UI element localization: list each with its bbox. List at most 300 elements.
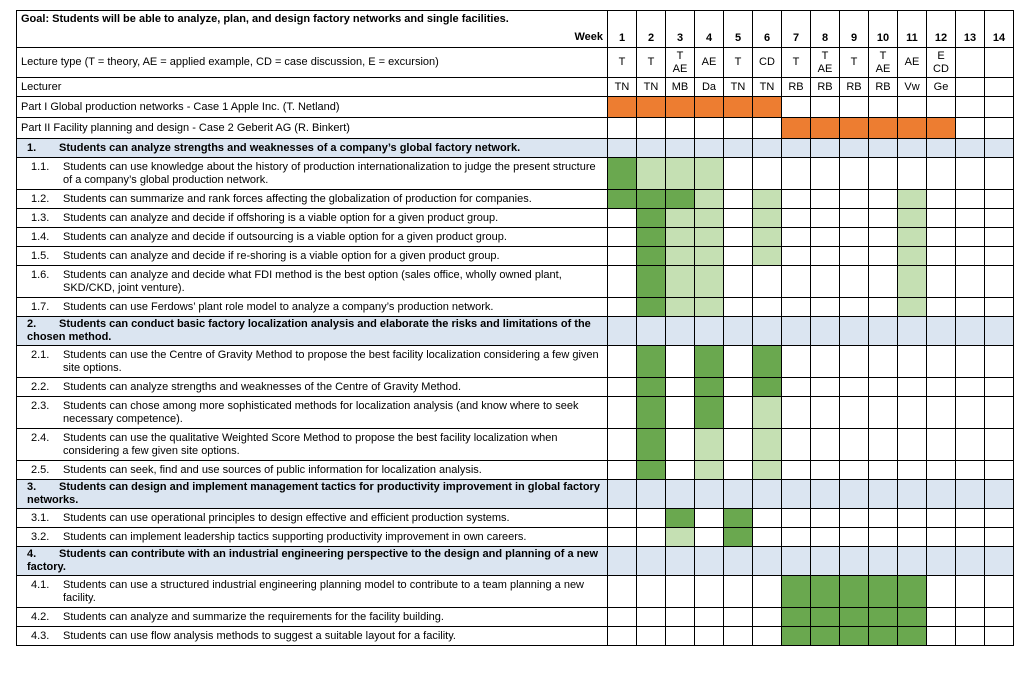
section-text: Students can contribute with an industrial engineering perspective to the design and planning of a new factory. (27, 548, 599, 573)
objective-content (21, 381, 603, 394)
objective-row (17, 608, 1014, 627)
section-week-cell (637, 547, 666, 576)
lecture-type-value: T (850, 56, 858, 68)
coverage-cell (608, 209, 637, 228)
coverage-cell (724, 528, 753, 547)
section-title (17, 317, 608, 346)
coverage-cell (898, 158, 927, 190)
objective-content (21, 193, 603, 206)
coverage-cell (985, 378, 1014, 397)
lecturer-cell: MB (666, 78, 695, 97)
coverage-cell (869, 461, 898, 480)
objective-cell (17, 509, 608, 528)
coverage-cell (637, 190, 666, 209)
objective-text: Students can analyze and decide if re-shoring is a viable option for a given product group. (63, 249, 500, 262)
part1-week-cell (956, 97, 985, 118)
lecture-type-cell (637, 48, 666, 78)
coverage-cell (840, 266, 869, 298)
coverage-cell (753, 378, 782, 397)
section-row (17, 317, 1014, 346)
objective-cell (17, 397, 608, 429)
coverage-cell (666, 378, 695, 397)
objective-row (17, 461, 1014, 480)
part1-week-cell (985, 97, 1014, 118)
coverage-cell (782, 397, 811, 429)
coverage-cell (782, 378, 811, 397)
week-number: 1 (608, 11, 637, 48)
lecture-type-cell (869, 48, 898, 78)
section-title (17, 139, 608, 158)
objective-number: 2.4. (31, 431, 50, 444)
lecture-type-value: T (647, 56, 655, 68)
section-week-cell (869, 317, 898, 346)
section-week-cell (927, 317, 956, 346)
objective-content (21, 161, 603, 187)
coverage-cell (695, 461, 724, 480)
section-title (17, 547, 608, 576)
section-text: Students can analyze strengths and weaknesses of a company’s global factory network. (59, 141, 521, 154)
coverage-cell (782, 209, 811, 228)
objective-cell (17, 346, 608, 378)
coverage-cell (869, 528, 898, 547)
objective-row (17, 528, 1014, 547)
coverage-cell (695, 228, 724, 247)
coverage-cell (985, 397, 1014, 429)
objective-number: 1.4. (31, 230, 50, 243)
lecture-type-value: T (734, 56, 742, 68)
section-week-cell (608, 547, 637, 576)
section-number: 3. (27, 481, 37, 493)
week-number: 6 (753, 11, 782, 48)
objective-number: 1.1. (31, 160, 50, 173)
part1-week-cell (753, 97, 782, 118)
coverage-cell (666, 397, 695, 429)
week-number: 2 (637, 11, 666, 48)
section-week-cell (724, 480, 753, 509)
part2-label: Part II Facility planning and design - Case 2 Geberit AG (R. Binkert) (17, 118, 608, 139)
section-week-cell (956, 547, 985, 576)
section-week-cell (898, 480, 927, 509)
coverage-cell (695, 608, 724, 627)
section-week-cell (637, 317, 666, 346)
objective-row (17, 509, 1014, 528)
coverage-cell (695, 397, 724, 429)
coverage-cell (753, 190, 782, 209)
lecture-type-value: T (676, 49, 684, 62)
objective-cell (17, 378, 608, 397)
section-week-cell (753, 547, 782, 576)
lecturer-cell: TN (637, 78, 666, 97)
objective-cell (17, 266, 608, 298)
lecture-type-cell (695, 48, 724, 78)
coverage-cell (782, 528, 811, 547)
objective-content (21, 531, 603, 544)
objective-number: 2.2. (31, 380, 50, 393)
coverage-cell (666, 346, 695, 378)
part1-week-cell (898, 97, 927, 118)
part2-week-cell (637, 118, 666, 139)
coverage-cell (695, 247, 724, 266)
coverage-cell (637, 346, 666, 378)
objective-cell (17, 576, 608, 608)
coverage-cell (927, 158, 956, 190)
part2-week-cell (753, 118, 782, 139)
part1-week-cell (724, 97, 753, 118)
coverage-cell (869, 266, 898, 298)
coverage-cell (608, 461, 637, 480)
section-week-cell (724, 547, 753, 576)
coverage-cell (695, 346, 724, 378)
coverage-cell (637, 266, 666, 298)
section-week-cell (898, 139, 927, 158)
coverage-cell (840, 298, 869, 317)
section-week-cell (985, 317, 1014, 346)
coverage-cell (637, 608, 666, 627)
section-title (17, 480, 608, 509)
section-row (17, 480, 1014, 509)
coverage-cell (608, 528, 637, 547)
coverage-cell (840, 190, 869, 209)
objective-cell (17, 158, 608, 190)
objective-number: 2.1. (31, 348, 50, 361)
lecturer-cell: RB (840, 78, 869, 97)
section-week-cell (869, 139, 898, 158)
coverage-cell (898, 576, 927, 608)
lecture-type-value: CD (759, 56, 775, 68)
section-week-cell (927, 139, 956, 158)
coverage-cell (753, 158, 782, 190)
coverage-cell (811, 158, 840, 190)
coverage-cell (695, 298, 724, 317)
coverage-cell (927, 608, 956, 627)
objective-cell (17, 209, 608, 228)
lecture-type-cell (985, 48, 1014, 78)
part1-week-cell (840, 97, 869, 118)
part1-week-cell (637, 97, 666, 118)
objective-text: Students can use knowledge about the history of production internationalization to judge the present structure of a company’s global production network. (63, 160, 596, 186)
section-week-cell (724, 317, 753, 346)
week-number: 11 (898, 11, 927, 48)
week-number: 10 (869, 11, 898, 48)
section-week-cell (666, 317, 695, 346)
section-week-cell (724, 139, 753, 158)
coverage-cell (695, 576, 724, 608)
coverage-cell (608, 158, 637, 190)
week-label: Week (574, 31, 603, 43)
coverage-cell (724, 429, 753, 461)
objective-content (21, 301, 603, 314)
coverage-cell (927, 528, 956, 547)
coverage-cell (782, 247, 811, 266)
objective-text: Students can analyze and decide if outsourcing is a viable option for a given product group. (63, 230, 507, 243)
lecture-type-cell (898, 48, 927, 78)
coverage-cell (898, 429, 927, 461)
coverage-cell (840, 528, 869, 547)
part2-week-cell (782, 118, 811, 139)
objective-cell (17, 228, 608, 247)
coverage-cell (956, 266, 985, 298)
coverage-cell (637, 627, 666, 646)
coverage-cell (985, 509, 1014, 528)
objective-row (17, 378, 1014, 397)
coverage-cell (898, 461, 927, 480)
coverage-cell (811, 266, 840, 298)
coverage-cell (782, 608, 811, 627)
coverage-cell (782, 461, 811, 480)
coverage-cell (753, 576, 782, 608)
coverage-cell (956, 509, 985, 528)
header-row (17, 11, 1014, 48)
objective-content (21, 212, 603, 225)
coverage-cell (898, 298, 927, 317)
coverage-cell (753, 266, 782, 298)
week-number: 12 (927, 11, 956, 48)
learning-goals-table (16, 10, 1014, 646)
coverage-cell (840, 209, 869, 228)
coverage-cell (985, 228, 1014, 247)
coverage-cell (869, 247, 898, 266)
part1-week-cell (608, 97, 637, 118)
objective-number: 4.1. (31, 578, 50, 591)
coverage-cell (666, 627, 695, 646)
lecture-type-cell (724, 48, 753, 78)
section-row (17, 139, 1014, 158)
section-week-cell (666, 480, 695, 509)
coverage-cell (724, 627, 753, 646)
coverage-cell (840, 576, 869, 608)
section-text: Students can conduct basic factory localization analysis and elaborate the risks and limitations of the chosen method. (27, 318, 591, 343)
coverage-cell (608, 190, 637, 209)
coverage-cell (753, 346, 782, 378)
coverage-cell (956, 158, 985, 190)
coverage-cell (985, 298, 1014, 317)
coverage-cell (956, 228, 985, 247)
section-week-cell (869, 547, 898, 576)
coverage-cell (695, 209, 724, 228)
coverage-cell (608, 429, 637, 461)
coverage-cell (869, 576, 898, 608)
objective-number: 1.2. (31, 192, 50, 205)
objective-cell (17, 627, 608, 646)
coverage-cell (927, 627, 956, 646)
coverage-cell (985, 429, 1014, 461)
coverage-cell (840, 509, 869, 528)
objective-number: 4.2. (31, 610, 50, 623)
coverage-cell (608, 266, 637, 298)
coverage-cell (927, 266, 956, 298)
coverage-cell (840, 429, 869, 461)
objective-cell (17, 298, 608, 317)
section-week-cell (956, 317, 985, 346)
coverage-cell (927, 576, 956, 608)
coverage-cell (985, 190, 1014, 209)
coverage-cell (724, 346, 753, 378)
part1-week-cell (811, 97, 840, 118)
part2-week-cell (724, 118, 753, 139)
part1-week-cell (869, 97, 898, 118)
coverage-cell (782, 576, 811, 608)
section-week-cell (840, 547, 869, 576)
coverage-cell (811, 298, 840, 317)
part1-week-cell (666, 97, 695, 118)
section-text: Students can design and implement management tactics for productivity improvement in global factory networks. (27, 481, 600, 506)
objective-text: Students can chose among more sophisticated methods for localization analysis (and know where to seek necessary competence). (63, 399, 579, 425)
coverage-cell (927, 397, 956, 429)
coverage-cell (724, 608, 753, 627)
lecture-type-cell (666, 48, 695, 78)
coverage-cell (927, 209, 956, 228)
coverage-cell (666, 429, 695, 461)
objective-text: Students can analyze and summarize the requirements for the facility building. (63, 610, 444, 623)
lecture-type-value: CD (933, 62, 949, 75)
coverage-cell (608, 627, 637, 646)
lecturer-cell (985, 78, 1014, 97)
objective-text: Students can use the qualitative Weighted Score Method to propose the best facility localization when considering a few given site options. (63, 431, 558, 457)
section-week-cell (840, 480, 869, 509)
coverage-cell (840, 158, 869, 190)
coverage-cell (666, 158, 695, 190)
objective-content (21, 512, 603, 525)
section-number: 4. (27, 548, 37, 560)
coverage-cell (840, 346, 869, 378)
coverage-cell (811, 627, 840, 646)
coverage-cell (956, 608, 985, 627)
section-week-cell (753, 480, 782, 509)
coverage-cell (753, 209, 782, 228)
coverage-cell (666, 209, 695, 228)
objective-row (17, 429, 1014, 461)
coverage-cell (637, 378, 666, 397)
objective-text: Students can analyze strengths and weaknesses of the Centre of Gravity Method. (63, 380, 462, 393)
section-week-cell (695, 139, 724, 158)
objective-number: 1.5. (31, 249, 50, 262)
week-number: 13 (956, 11, 985, 48)
coverage-cell (666, 461, 695, 480)
coverage-cell (840, 627, 869, 646)
coverage-cell (985, 346, 1014, 378)
section-week-cell (782, 547, 811, 576)
coverage-cell (898, 397, 927, 429)
part2-week-cell (869, 118, 898, 139)
objective-row (17, 209, 1014, 228)
coverage-cell (898, 627, 927, 646)
coverage-cell (869, 190, 898, 209)
coverage-cell (753, 228, 782, 247)
lecturer-cell: RB (811, 78, 840, 97)
lecturer-cell: TN (608, 78, 637, 97)
objective-text: Students can summarize and rank forces affecting the globalization of production for companies. (63, 192, 532, 205)
lecture-type-value: AE (672, 62, 688, 75)
lecture-type-row (17, 48, 1014, 78)
objective-row (17, 397, 1014, 429)
objective-cell (17, 247, 608, 266)
coverage-cell (898, 190, 927, 209)
coverage-cell (782, 509, 811, 528)
coverage-cell (724, 378, 753, 397)
coverage-cell (811, 461, 840, 480)
lecture-type-value: E (937, 49, 945, 62)
coverage-cell (956, 190, 985, 209)
coverage-cell (898, 228, 927, 247)
coverage-cell (637, 397, 666, 429)
coverage-cell (811, 378, 840, 397)
section-week-cell (782, 139, 811, 158)
lecture-type-value: T (792, 56, 800, 68)
coverage-cell (753, 397, 782, 429)
coverage-cell (666, 528, 695, 547)
coverage-cell (927, 378, 956, 397)
coverage-cell (637, 429, 666, 461)
coverage-cell (695, 429, 724, 461)
coverage-cell (898, 346, 927, 378)
lecture-type-cell (608, 48, 637, 78)
objective-content (21, 464, 603, 477)
coverage-cell (753, 298, 782, 317)
coverage-cell (840, 228, 869, 247)
coverage-cell (898, 509, 927, 528)
coverage-cell (956, 461, 985, 480)
section-week-cell (898, 547, 927, 576)
coverage-cell (985, 528, 1014, 547)
coverage-cell (637, 209, 666, 228)
coverage-cell (782, 298, 811, 317)
coverage-cell (811, 247, 840, 266)
objective-content (21, 630, 603, 643)
coverage-cell (724, 298, 753, 317)
coverage-cell (811, 429, 840, 461)
coverage-cell (869, 627, 898, 646)
coverage-cell (724, 247, 753, 266)
objective-row (17, 247, 1014, 266)
lecturer-cell: Da (695, 78, 724, 97)
coverage-cell (898, 266, 927, 298)
coverage-cell (608, 247, 637, 266)
section-week-cell (782, 317, 811, 346)
coverage-cell (985, 209, 1014, 228)
section-week-cell (637, 139, 666, 158)
coverage-cell (927, 346, 956, 378)
coverage-cell (637, 576, 666, 608)
coverage-cell (782, 346, 811, 378)
coverage-cell (608, 298, 637, 317)
section-week-cell (898, 317, 927, 346)
section-week-cell (608, 139, 637, 158)
lecture-type-cell (840, 48, 869, 78)
section-number: 1. (27, 141, 37, 154)
lecturer-cell: TN (753, 78, 782, 97)
coverage-cell (985, 576, 1014, 608)
section-week-cell (695, 547, 724, 576)
coverage-cell (869, 378, 898, 397)
coverage-cell (666, 266, 695, 298)
coverage-cell (956, 298, 985, 317)
coverage-cell (985, 247, 1014, 266)
coverage-cell (840, 378, 869, 397)
section-week-cell (811, 547, 840, 576)
objective-content (21, 231, 603, 244)
coverage-cell (927, 298, 956, 317)
section-number: 2. (27, 318, 37, 330)
coverage-cell (666, 228, 695, 247)
part1-label: Part I Global production networks - Case 1 Apple Inc. (T. Netland) (17, 97, 608, 118)
coverage-cell (811, 509, 840, 528)
coverage-cell (811, 397, 840, 429)
coverage-cell (782, 429, 811, 461)
coverage-cell (666, 608, 695, 627)
objective-row (17, 266, 1014, 298)
coverage-cell (695, 190, 724, 209)
objective-content (21, 400, 603, 426)
